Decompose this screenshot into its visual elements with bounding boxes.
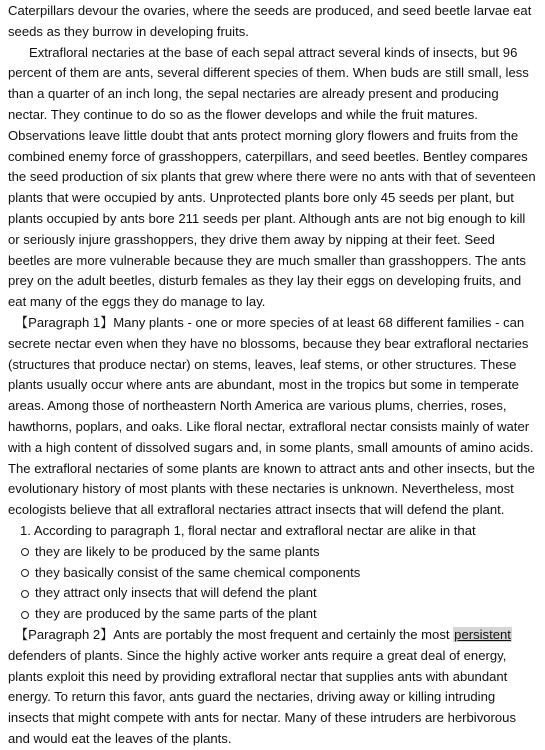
answer-option-d[interactable] [8, 604, 538, 625]
paragraph-2-text-end: defenders of plants. Since the highly active worker ants require a great deal of energy, plants exploit this need by providing extrafloral nectar that supplies ants with abundant energy. To return this favor, ants guard the nectaries, driving away or killing intruding insects that might compete with ants for nectar. Many of these intruders are herbivorous and would eat the leaves of the plants. [8, 647, 516, 746]
highlighted-word[interactable]: persistent [454, 626, 511, 642]
radio-button-icon[interactable] [21, 548, 29, 556]
answer-option-a[interactable] [8, 542, 538, 563]
answer-option-label: they attract only insects that will defend the plant [35, 585, 317, 601]
answer-option-b[interactable] [8, 563, 538, 584]
answer-option-c[interactable] [8, 583, 538, 604]
passage-paragraph-intro: Caterpillars devour the ovaries, where the seeds are produced, and seed beetle larvae eat seeds as they burrow in developing fruits. [8, 3, 532, 39]
passage-paragraph-1: 【Paragraph 1】Many plants - one or more species of at least 68 different families - can secrete nectar even when they have no blossoms, because they bear extrafloral nectaries (structures that produce nectar) on stems, leaves, leaf stems, or other structures. These plants usually occur where ants are abundant, most in the tropics but some in temperate areas. Among those of northeastern North America are various plums, cherries, roses, hawthorns, poplars, and oaks. Like floral nectar, extrafloral nectar consists mainly of water with a high content of dissolved sugars and, in some plants, small amounts of amino acids. The extrafloral nectaries of some plants are known to attract ants and other insects, but the evolutionary history of most plants with these nectaries is unknown. Nevertheless, most ecologists believe that all extrafloral nectaries attract insects that will defend the plant. [8, 314, 535, 518]
passage-paragraph-nectaries: Extrafloral nectaries at the base of each sepal attract several kinds of insects, but 96 percent of them are ants, several different species of them. When buds are still small, less than a quarter of an inch long, the sepal nectaries are already present and producing nectar. They continue to do so as the flower develops and while the fruit matures. Observations leave little doubt that ants protect morning glory flowers and fruits from the combined enemy force of grasshoppers, caterpillars, and seed beetles. Bentley compares the seed production of six plants that grew where there were no ants with that of seventeen plants that were occupied by ants. Unprotected plants bore only 45 seeds per plant, but plants occupied by ants bore 211 seeds per plant. Although ants are not big enough to kill or seriously injure grasshoppers, they drive them away by nipping at their feet. Seed beetles are more vulnerable because they are much smaller than grasshoppers. The ants prey on the adult beetles, disturb females as they lay their eggs on developing fruits, and eat many of the eggs they do manage to lay. [8, 44, 536, 310]
answer-option-label: they are produced by the same parts of the plant [35, 606, 317, 622]
paragraph-2-text-start: 【Paragraph 2】Ants are portably the most frequent and certainly the most [15, 626, 454, 642]
radio-button-icon[interactable] [21, 611, 29, 619]
question-text: 1. According to paragraph 1, floral nectar and extrafloral nectar are alike in that [20, 522, 476, 538]
passage-paragraph-2 [8, 625, 538, 750]
radio-button-icon[interactable] [21, 569, 29, 577]
answer-options [8, 542, 538, 625]
answer-option-label: they basically consist of the same chemical components [35, 564, 361, 580]
question-block [8, 521, 538, 625]
answer-option-label: they are likely to be produced by the same plants [35, 543, 320, 559]
radio-button-icon[interactable] [21, 590, 29, 598]
